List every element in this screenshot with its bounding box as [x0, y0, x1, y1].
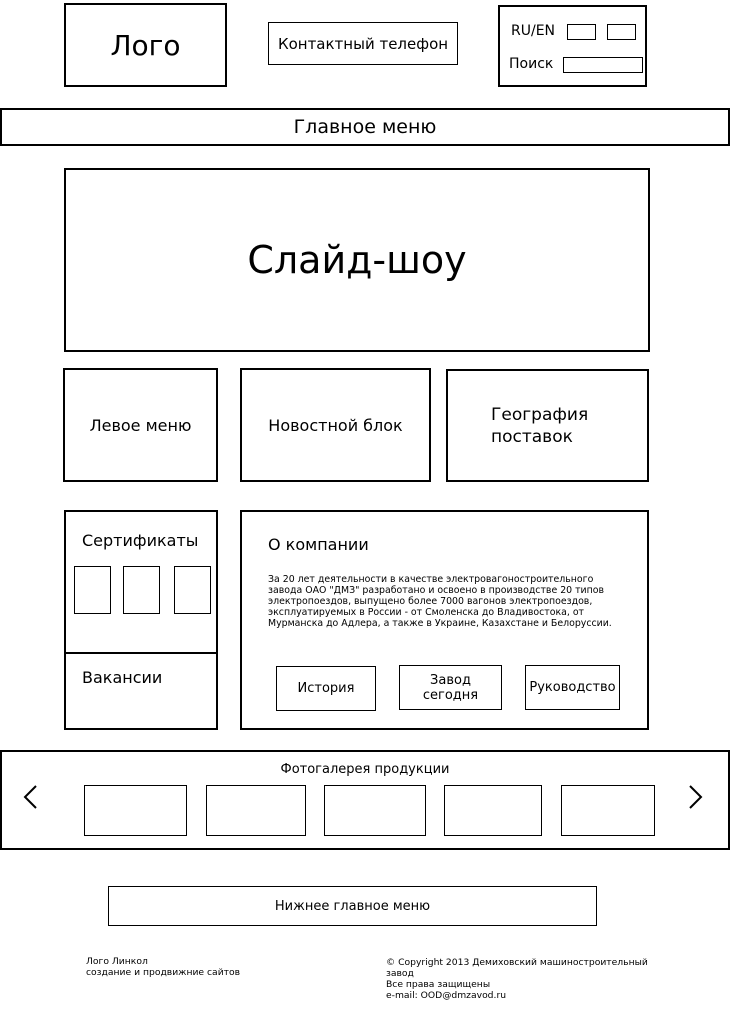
certificate-thumbnail[interactable] [123, 566, 160, 614]
main-menu-label: Главное меню [293, 116, 437, 138]
certificates-block [64, 510, 218, 655]
news-block[interactable] [240, 368, 431, 482]
vacancies-block[interactable] [64, 652, 218, 730]
developer-credit[interactable]: Лого Линкол создание и продвижние сайтов [86, 956, 241, 978]
copyright-text: © Copyright 2013 Демиховский машиностроительный [386, 957, 648, 968]
geography-block[interactable] [446, 369, 649, 482]
factory-today-button[interactable]: Завод сегодня [399, 665, 502, 710]
chevron-right-icon[interactable] [684, 782, 706, 812]
left-menu[interactable] [63, 368, 218, 482]
contact-phone-label: Контактный телефон [277, 34, 449, 53]
search-input[interactable] [563, 57, 643, 73]
left-menu-label: Левое меню [89, 415, 192, 435]
gallery-thumbnail[interactable] [324, 785, 426, 836]
logo[interactable] [64, 3, 227, 87]
history-button[interactable]: История [276, 666, 376, 711]
logo-label: Лого [110, 28, 181, 62]
certificate-thumbnail[interactable] [74, 566, 111, 614]
product-gallery [0, 750, 730, 850]
gallery-thumbnail[interactable] [84, 785, 187, 836]
rights-text: Все права защищены [386, 979, 491, 990]
slideshow-label: Слайд-шоу [247, 238, 467, 282]
news-block-label: Новостной блок [268, 415, 403, 435]
gallery-title: Фотогалерея продукции [280, 762, 450, 777]
geography-label: География поставок [491, 405, 589, 447]
chevron-left-icon[interactable] [20, 782, 42, 812]
footer-main-menu[interactable] [108, 886, 597, 926]
footer-menu-label: Нижнее главное меню [274, 898, 431, 914]
language-en-button[interactable] [607, 24, 636, 40]
main-menu[interactable] [0, 108, 730, 146]
certificates-title: Сертификаты [82, 531, 199, 550]
search-label: Поиск [509, 56, 554, 72]
gallery-thumbnail[interactable] [206, 785, 306, 836]
slideshow[interactable] [64, 168, 650, 352]
leadership-button[interactable]: Руководство [525, 665, 620, 710]
email-link[interactable]: e-mail: OOD@dmzavod.ru [386, 990, 507, 1001]
copyright-block: © Copyright 2013 Демиховский машиностроительный завод Все права защищены e-mail: OOD@dmzavod.ru [386, 957, 656, 1001]
about-text: За 20 лет деятельности в качестве электровагоностроительного завода ОАО "ДМЗ" разработано и освоено в производстве 20 типов электропоездов, выпущено более 7000 вагонов электропоездов, эксплуатируемых в России - от Смоленска до Владивостока, от Мурманска до Адлера, а также в Украине, Казахстане и Белоруссии. [268, 574, 612, 629]
certificate-thumbnail[interactable] [174, 566, 211, 614]
language-search-panel [498, 5, 647, 87]
contact-phone[interactable] [268, 22, 458, 65]
about-title: О компании [268, 535, 369, 554]
language-ru-button[interactable] [567, 24, 596, 40]
vacancies-title: Вакансии [82, 668, 163, 687]
gallery-thumbnail[interactable] [444, 785, 542, 836]
language-label: RU/EN [511, 23, 556, 39]
gallery-thumbnail[interactable] [561, 785, 655, 836]
about-company-block [240, 510, 649, 730]
